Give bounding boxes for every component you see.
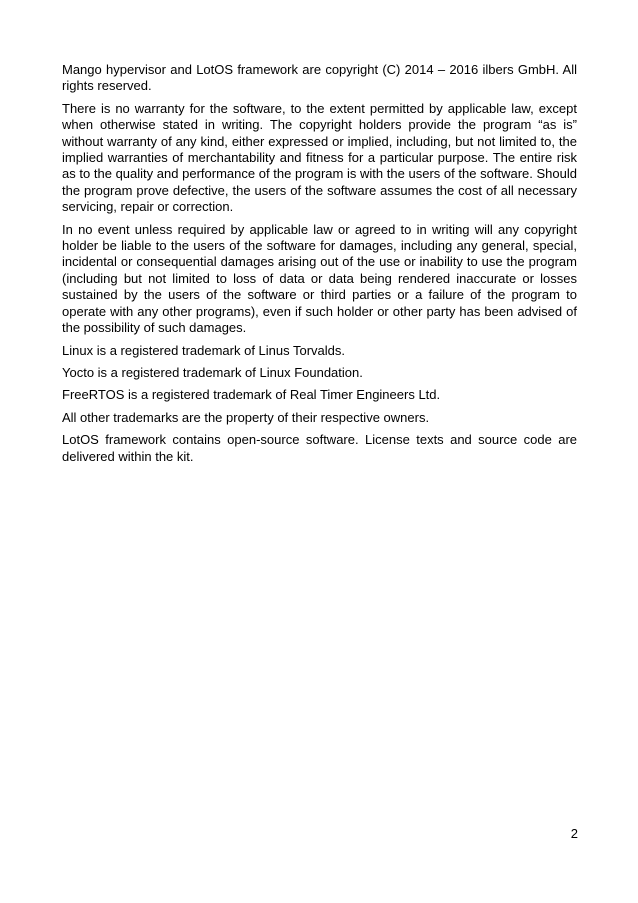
copyright-paragraph: Mango hypervisor and LotOS framework are copyright (C) 2014 – 2016 ilbers GmbH. All rights reserved. [62,62,577,94]
page-number: 2 [570,826,578,841]
other-trademarks-paragraph: All other trademarks are the property of their respective owners. [62,409,430,425]
linux-trademark-paragraph: Linux is a registered trademark of Linus Torvalds. [62,342,346,358]
warranty-paragraph: There is no warranty for the software, to the extent permitted by applicable law, except when otherwise stated in writing. The copyright holders provide the program “as is” without warranty of any kind, either expressed or implied, including, but not limited to, the implied warranties of merchantability and fitness for a particular purpose. The entire risk as to the quality and performance of the program is with the users of the software. Should the program prove defective, the users of the software assumes the cost of all necessary servicing, repair or correction. [62,100,577,215]
liability-paragraph: In no event unless required by applicable law or agreed to in writing will any copyright holder be liable to the users of the software for damages, including any general, special, incidental or consequential damages arising out of the use or inability to use the program (including but not limited to loss of data or data being rendered inaccurate or losses sustained by the users of the software or third parties or a failure of the program to operate with any other programs), even if such holder or other party has been advised of the possibility of such damages. [62,221,577,336]
yocto-trademark-paragraph: Yocto is a registered trademark of Linux Foundation. [62,364,363,380]
freertos-trademark-paragraph: FreeRTOS is a registered trademark of Real Timer Engineers Ltd. [62,387,441,403]
document-body [62,62,577,471]
open-source-paragraph: LotOS framework contains open-source software. License texts and source code are delivered within the kit. [62,432,577,464]
